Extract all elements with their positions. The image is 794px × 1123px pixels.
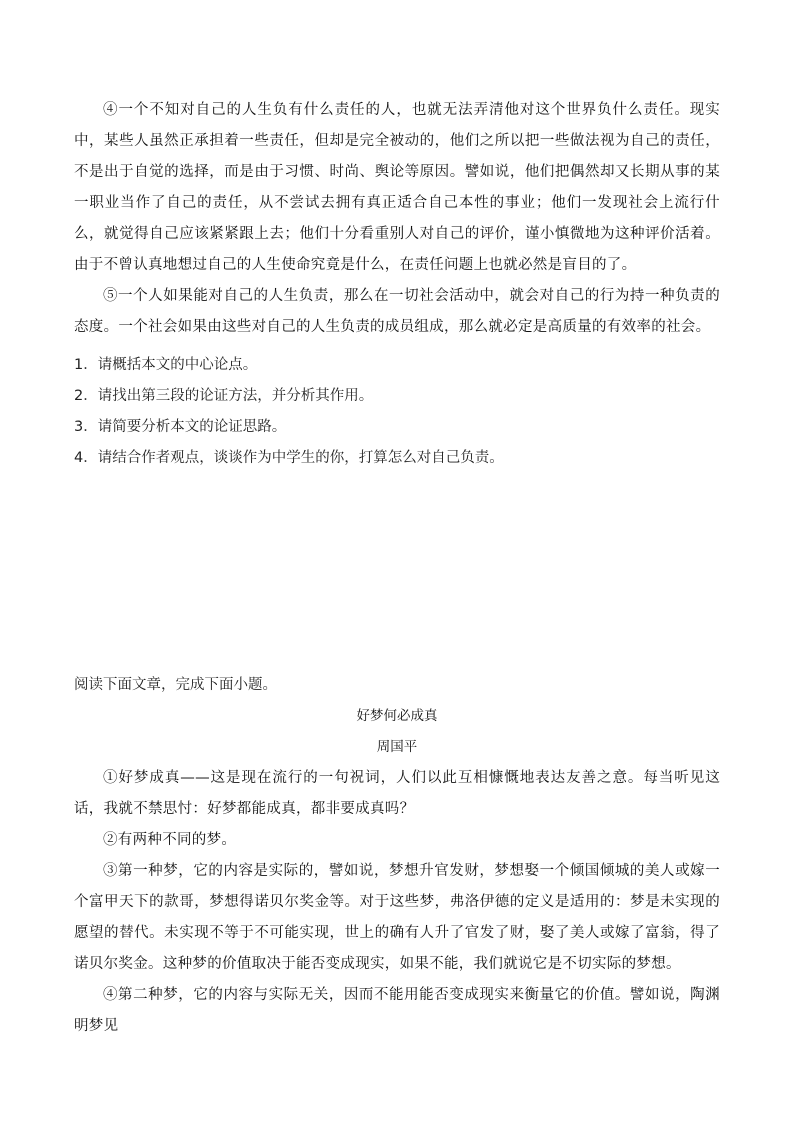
passage-two-paragraph-4: ④第二种梦，它的内容与实际无关，因而不能用能否变成现实来衡量它的价值。譬如说，陶渊明梦见 xyxy=(74,987,720,1034)
passage-two-title: 好梦何必成真 xyxy=(356,708,438,724)
question-3: 3．请简要分析本文的论证思路。 xyxy=(74,419,287,435)
question-1: 1．请概括本文的中心论点。 xyxy=(74,357,258,373)
reading-instruction-block xyxy=(74,670,720,701)
passage-two-paragraph-1: ①好梦成真——这是现在流行的一句祝词，人们以此互相慷慨地表达友善之意。每当听见这话，我就不禁思忖：好梦都能成真，都非要成真吗？ xyxy=(74,770,720,817)
passage-one xyxy=(74,95,720,343)
passage-two-paragraph-2: ②有两种不同的梦。 xyxy=(103,832,237,848)
passage-two-paragraph-3: ③第一种梦，它的内容是实际的，譬如说，梦想升官发财，梦想娶一个倾国倾城的美人或嫁一个富甲天下的款哥，梦想得诺贝尔奖金等。对于这些梦，弗洛伊德的定义是适用的：梦是未实现的愿望的替代。未实现不等于不可能实现，世上的确有人升了官发了财，娶了美人或嫁了富翁，得了诺贝尔奖金。这种梦的价值取决于能否变成现实，如果不能，我们就说它是不切实际的梦想。 xyxy=(74,863,720,972)
reading-instruction: 阅读下面文章，完成下面小题。 xyxy=(74,677,277,693)
passage-two-author: 周国平 xyxy=(376,739,418,755)
passage-one-paragraph-4: ④一个不知对自己的人生负有什么责任的人，也就无法弄清他对这个世界负什么责任。现实中，某些人虽然正承担着一些责任，但却是完全被动的，他们之所以把一些做法视为自己的责任，不是出于自觉的选择，而是由于习惯、时尚、舆论等原因。譬如说，他们把偶然却又长期从事的某一职业当作了自己的责任，从不尝试去拥有真正适合自己本性的事业；他们一发现社会上流行什么，就觉得自己应该紧紧跟上去；他们十分看重别人对自己的评价，谨小慎微地为这种评价活着。由于不曾认真地想过自己的人生使命究竟是什么，在责任问题上也就必然是盲目的了。 xyxy=(74,102,720,273)
question-4: 4．请结合作者观点，谈谈作为中学生的你，打算怎么对自己负责。 xyxy=(74,450,504,466)
passage-one-paragraph-5: ⑤一个人如果能对自己的人生负责，那么在一切社会活动中，就会对自己的行为持一种负责的态度。一个社会如果由这些对自己的人生负责的成员组成，那么就必定是高质量的有效率的社会。 xyxy=(74,288,720,335)
question-2: 2．请找出第三段的论证方法，并分析其作用。 xyxy=(74,388,374,404)
question-list xyxy=(74,350,720,474)
passage-two xyxy=(74,701,720,1042)
